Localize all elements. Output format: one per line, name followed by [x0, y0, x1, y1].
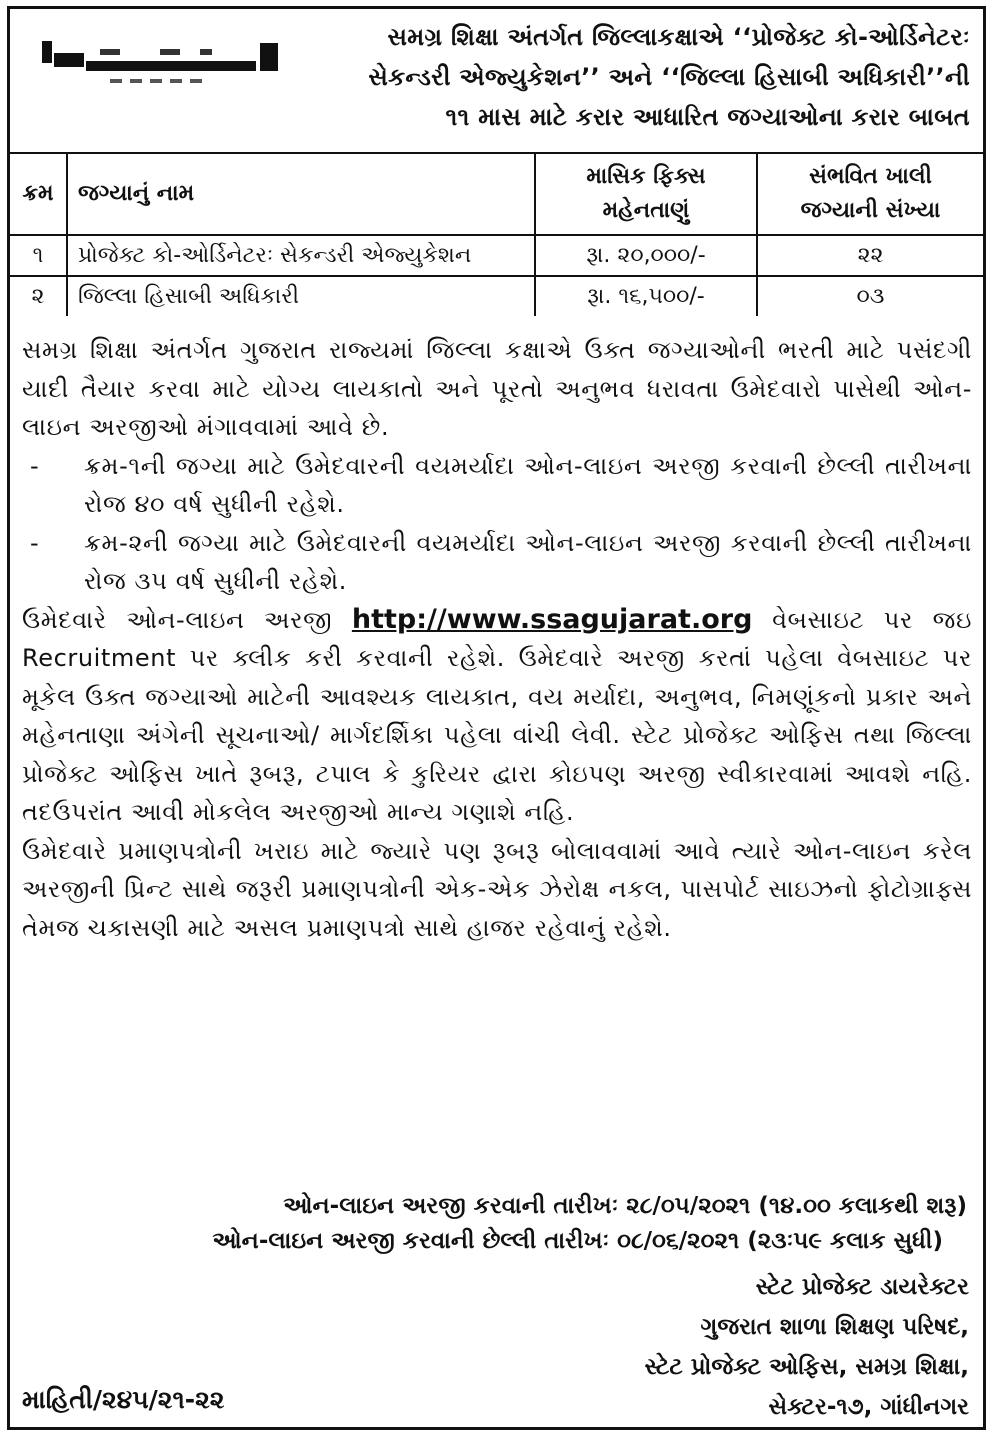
- signature-line-1: સ્ટેટ પ્રોજેક્ટ ડાયરેક્ટર: [755, 1274, 969, 1300]
- advertisement-page: [7, 6, 986, 1430]
- table-row: [10, 235, 983, 276]
- header: [10, 9, 983, 152]
- header-pay: [535, 153, 757, 235]
- row-name: જિલ્લા હિસાબી અધિકારી: [67, 276, 535, 316]
- row-vacancies: ૨૨: [757, 235, 983, 276]
- posts-table: [10, 152, 983, 316]
- row-vacancies: ૦૩: [757, 276, 983, 316]
- signature-line-2: ગુજરાત શાળા શિક્ષણ પરિષદ,: [700, 1314, 969, 1340]
- signature-block: [469, 1267, 969, 1427]
- website-link[interactable]: http://www.ssagujarat.org: [351, 603, 753, 635]
- row-pay: રૂા. ૧૬,૫૦૦/-: [535, 276, 757, 316]
- apply-prefix: ઉમેદવારે ઓન-લાઇન અરજી: [22, 605, 333, 634]
- row-name: પ્રોજેક્ટ કો-ઓર્ડિનેટરઃ સેકન્ડરી એજ્યુકેશન: [67, 235, 535, 276]
- table-header-row: [10, 153, 983, 235]
- signature-line-4: સેક્ટર-૧૭, ગાંધીનગર: [768, 1394, 969, 1420]
- end-date: ઓન-લાઇન અરજી કરવાની છેલ્લી તારીખઃ ૦૮/૦૬/૨૦૨૧ (૨૩ઃ૫૯ કલાક સુધી): [212, 1228, 943, 1254]
- bullet-dash: -: [30, 528, 40, 557]
- title-line-3: ૧૧ માસ માટે કરાર આધારિત જગ્યાઓના કરાર બાબત: [445, 103, 970, 131]
- intro-paragraph: સમગ્ર શિક્ષા અંતર્ગત ગુજરાત રાજ્યમાં જિલ્લા કક્ષાએ ઉક્ત જગ્યાઓની ભરતી માટે પસંદગી યાદી તૈયાર કરવા માટે યોગ્ય લાયકાતો અને પૂરતો અનુભવ ધરાવતા ઉમેદવારો પાસેથી ઓન-લાઇન અરજીઓ મંગાવવામાં આવે છે.: [22, 336, 972, 441]
- title-line-1: સમગ્ર શિક્ષા અંતર્ગત જિલ્લાકક્ષાએ ‘‘પ્રોજેક્ટ કો-ઓર્ડિનેટરઃ: [387, 23, 970, 51]
- notice-body: [22, 331, 972, 947]
- row-no: ૨: [10, 276, 67, 316]
- bullet-text: ક્રમ-૨ની જગ્યા માટે ઉમેદવારની વયમર્યાદા ઓન-લાઇન અરજી કરવાની છેલ્લી તારીખના રોજ ૩૫ વર્ષ સુધીની રહેશે.: [84, 528, 972, 595]
- header-name: જગ્યાનું નામ: [67, 153, 535, 235]
- age-limit-bullet-1: [22, 447, 972, 524]
- start-date: ઓન-લાઇન અરજી કરવાની તારીખઃ ૨૮/૦૫/૨૦૨૧ (૧૪.૦૦ કલાકથી શરૂ): [283, 1193, 967, 1219]
- application-dates: [10, 1189, 983, 1259]
- age-limit-bullet-2: [22, 524, 972, 601]
- header-vac-line-1: સંભવિત ખાલી: [809, 164, 932, 189]
- header-vacancies: [757, 153, 983, 235]
- title-line-2: સેકન્ડરી એજ્યુકેશન’’ અને ‘‘જિલ્લા હિસાબી અધિકારી’’ની: [368, 63, 970, 91]
- row-pay: રૂા. ૨૦,૦૦૦/-: [535, 235, 757, 276]
- header-vac-line-2: જગ્યાની સંખ્યા: [800, 198, 941, 223]
- table-row: [10, 276, 983, 316]
- row-no: ૧: [10, 235, 67, 276]
- verification-paragraph: ઉમેદવારે પ્રમાણપત્રોની ખરાઇ માટે જ્યારે પણ રૂબરૂ બોલાવવામાં આવે ત્યારે ઓન-લાઇન કરેલ અરજીની પ્રિન્ટ સાથે જરૂરી પ્રમાણપત્રોની એક-એક ઝેરોક્ષ નકલ, પાસપોર્ટ સાઇઝનો ફોટોગ્રાફ્સ તેમજ ચકાસણી માટે અસલ પ્રમાણપત્રો સાથે હાજર રહેવાનું રહેશે.: [22, 836, 972, 942]
- signature-line-3: સ્ટેટ પ્રોજેક્ટ ઓફિસ, સમગ્ર શિક્ષા,: [644, 1354, 969, 1380]
- redacted-logo-icon: [40, 27, 290, 99]
- notice-title: [310, 17, 970, 137]
- apply-instructions: વેબસાઇટ પર જઇ Recruitment પર ક્લીક કરી કરવાની રહેશે. ઉમેદવારે અરજી કરતાં પહેલા વેબસાઇટ પર મૂકેલ ઉક્ત જગ્યાઓ માટેની આવશ્યક લાયકાત, વય મર્યાદા, અનુભવ, નિમણૂંકનો પ્રકાર અને મહેનતાણા અંગેની સૂચનાઓ/ માર્ગદર્શિકા પહેલા વાંચી લેવી. સ્ટેટ પ્રોજેક્ટ ઓફિસ તથા જિલ્લા પ્રોજેક્ટ ઓફિસ ખાતે રૂબરૂ, ટપાલ કે કુરિયર દ્વારા કોઇપણ અરજી સ્વીકારવામાં આવશે નહિ. તદઉપરાંત આવી મોકલેલ અરજીઓ માન્ય ગણાશે નહિ.: [22, 605, 973, 826]
- apply-paragraph: [22, 601, 972, 832]
- header-pay-line-2: મહેનતાણું: [602, 198, 690, 223]
- reference-number: માહિતી/૨૪૫/૨૧-૨૨: [22, 1385, 225, 1414]
- bullet-dash: -: [30, 451, 40, 480]
- bullet-text: ક્રમ-૧ની જગ્યા માટે ઉમેદવારની વયમર્યાદા ઓન-લાઇન અરજી કરવાની છેલ્લી તારીખના રોજ ૪૦ વર્ષ સુધીની રહેશે.: [84, 451, 972, 518]
- header-pay-line-1: માસિક ફિક્સ: [586, 164, 706, 189]
- header-no: ક્રમ: [10, 153, 67, 235]
